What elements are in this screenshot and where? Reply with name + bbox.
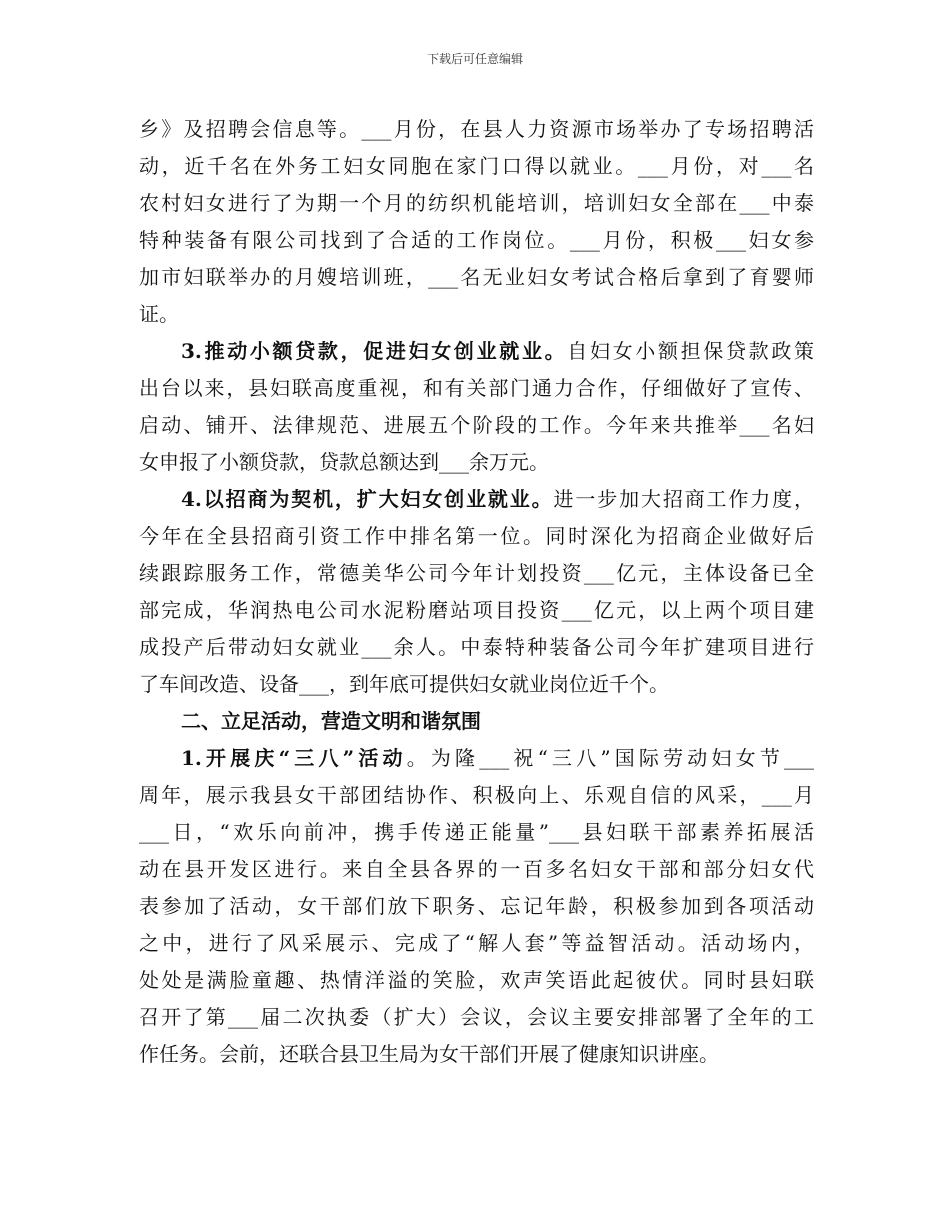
text-line: ___日，“欢乐向前冲，携手传递正能量”___县妇联干部素养拓展活	[139, 820, 814, 844]
text-line: 周年，展示我县女干部团结协作、积极向上、乐观自信的风采，___月	[139, 783, 814, 807]
item-heading: 1.开展庆“三八”活动	[181, 746, 407, 770]
page-header: 下载后可任意编辑	[426, 52, 523, 66]
text-line: 启动、铺开、法律规范、进展五个阶段的工作。今年来共推举___名妇	[139, 413, 814, 437]
text-line: 今年在全县招商引资工作中排名第一位。同时深化为招商企业做好后	[139, 524, 814, 548]
text-line: 表参加了活动，女干部们放下职务、忘记年龄，积极参加到各项活动	[139, 894, 814, 918]
document-body	[139, 111, 814, 1073]
text-fragment: 。为隆___祝“三八”国际劳动妇女节___	[406, 746, 815, 770]
section-heading: 二、立足活动，营造文明和谐氛围	[181, 709, 481, 733]
text-fragment: 自妇女小额担保贷款政策	[567, 339, 814, 363]
text-line: 动在县开发区进行。来自全县各界的一百多名妇女干部和部分妇女代	[139, 857, 814, 881]
text-line: 了车间改造、设备___，到年底可提供妇女就业岗位近千个。	[139, 672, 669, 696]
text-line: 农村妇女进行了为期一个月的纺织机能培训，培训妇女全部在___中泰	[139, 191, 814, 215]
text-fragment: 进一步加大招商工作力度，	[553, 487, 815, 511]
paragraph-investment	[139, 481, 814, 703]
item-heading: 4.以招商为契机，扩大妇女创业就业。	[181, 487, 554, 511]
text-line: 加市妇联举办的月嫂培训班，___名无业妇女考试合格后拿到了育婴师	[139, 265, 814, 289]
item-heading: 3.推动小额贷款，促进妇女创业就业。	[181, 339, 568, 363]
text-line: 处处是满脸童趣、热情洋溢的笑脸，欢声笑语此起彼伏。同时县妇联	[139, 968, 814, 992]
text-line: 特种装备有限公司找到了合适的工作岗位。___月份，积极___妇女参	[139, 228, 814, 252]
text-line: 乡》及招聘会信息等。___月份，在县人力资源市场举办了专场招聘活	[139, 117, 814, 141]
text-line: 证。	[139, 302, 179, 326]
text-line: 动，近千名在外务工妇女同胞在家门口得以就业。___月份，对___名	[139, 154, 814, 178]
text-line	[139, 740, 814, 777]
paragraph-microloans	[139, 333, 814, 481]
text-line: 成投产后带动妇女就业___余人。中泰特种装备公司今年扩建项目进行	[139, 635, 814, 659]
text-line: 女申报了小额贷款，贷款总额达到___余万元。	[139, 450, 549, 474]
text-line: 作任务。会前，还联合县卫生局为女干部们开展了健康知识讲座。	[139, 1042, 719, 1066]
paragraph-womens-day	[139, 740, 814, 1073]
text-line: 出台以来，县妇联高度重视，和有关部门通力合作，仔细做好了宣传、	[139, 376, 814, 400]
text-line	[139, 481, 814, 518]
text-line: 部完成，华润热电公司水泥粉磨站项目投资___亿元，以上两个项目建	[139, 598, 814, 622]
text-line	[139, 333, 814, 370]
paragraph-employment-training	[139, 111, 814, 333]
text-line: 之中，进行了风采展示、完成了“解人套”等益智活动。活动场内，	[139, 931, 814, 955]
text-line: 续跟踪服务工作，常德美华公司今年计划投资___亿元，主体设备已全	[139, 561, 814, 585]
text-line: 召开了第___届二次执委（扩大）会议，会议主要安排部署了全年的工	[139, 1005, 814, 1029]
